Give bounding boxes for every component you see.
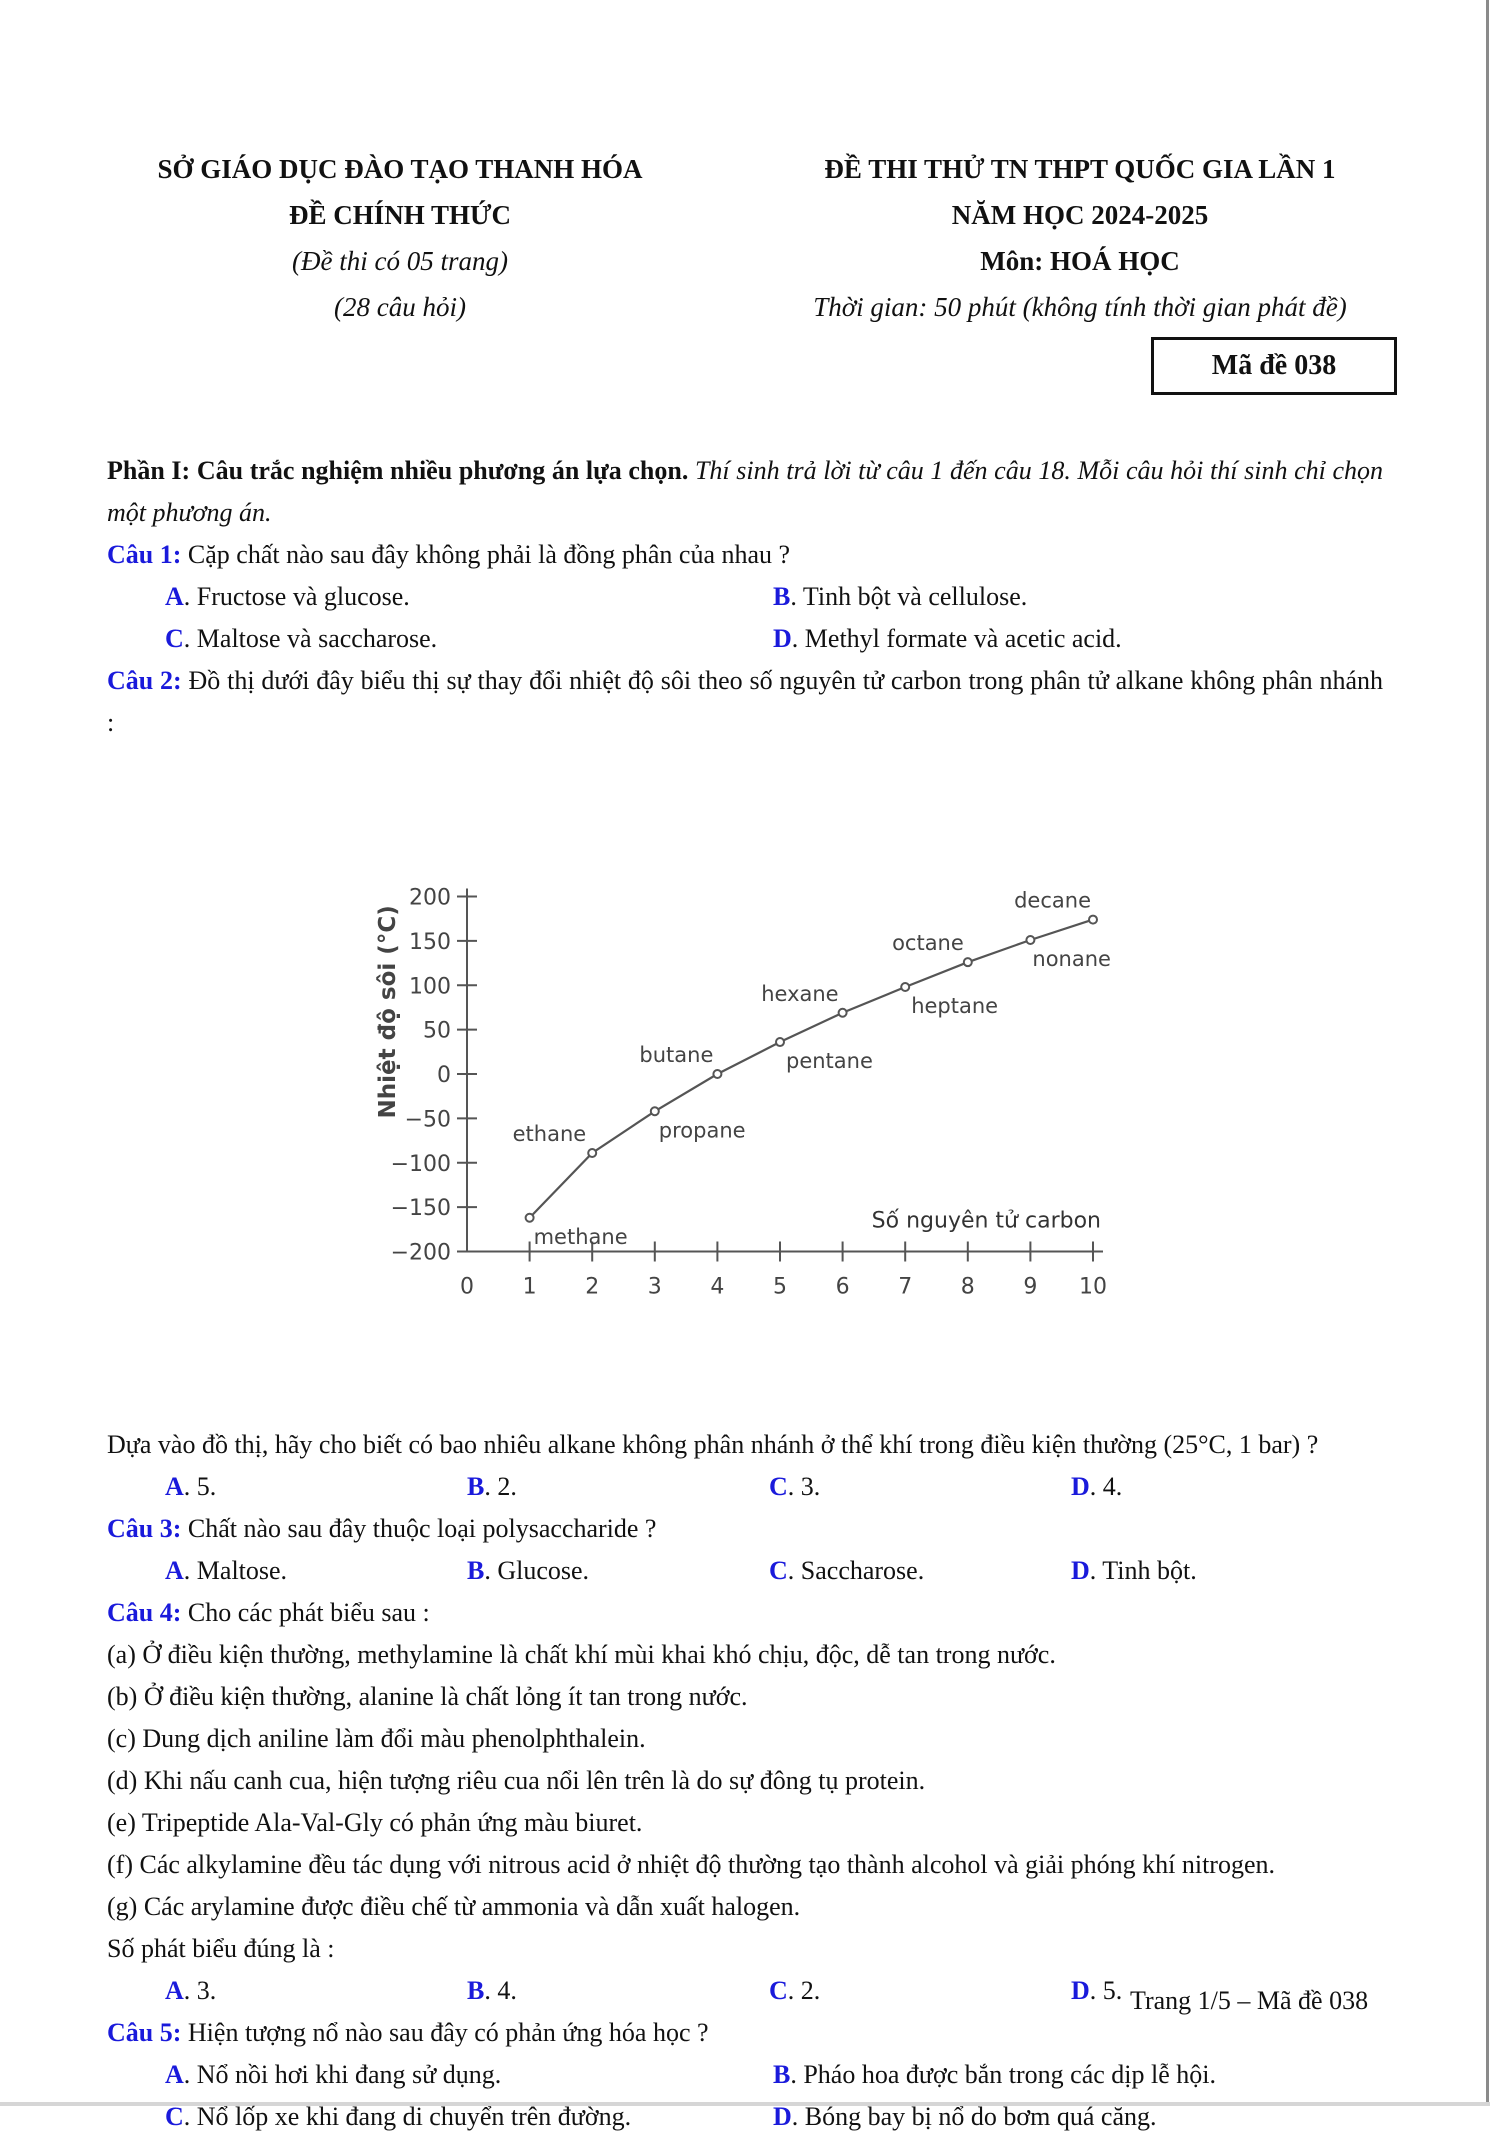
question-text: Hiện tượng nổ nào sau đây có phản ứng hóa học ?: [181, 2018, 709, 2047]
exam-code-box: Mã đề 038: [1151, 337, 1397, 395]
data-point: [651, 1107, 659, 1115]
option-a[interactable]: A. Nổ nồi hơi khi đang sử dụng.: [165, 2060, 502, 2089]
option-d[interactable]: D. Bóng bay bị nổ do bơm quá căng.: [773, 2102, 1157, 2131]
boiling-point-chart: [0, 744, 1383, 1424]
data-point: [588, 1149, 596, 1157]
header-left: [100, 152, 700, 336]
option-c[interactable]: C. 2.: [769, 1976, 821, 2005]
x-tick-label: 2: [585, 1274, 600, 1300]
answer-options: [107, 576, 1383, 660]
question-label: Câu 4:: [107, 1598, 182, 1627]
line-chart: [0, 744, 1490, 1424]
section-intro: [107, 450, 1383, 534]
data-point: [776, 1038, 784, 1046]
answer-options: [107, 1550, 1383, 1592]
y-tick-label: −100: [390, 1151, 451, 1177]
point-label: butane: [639, 1043, 714, 1067]
point-label: pentane: [786, 1049, 873, 1074]
x-tick-label: 5: [773, 1274, 787, 1300]
y-tick-label: −150: [390, 1196, 451, 1222]
exam-title: ĐỀ THI THỬ TN THPT QUỐC GIA LẦN 1: [824, 154, 1336, 184]
department-name: SỞ GIÁO DỤC ĐÀO TẠO THANH HÓA: [157, 154, 643, 184]
answer-options: [107, 2054, 1383, 2138]
statement-b: (b) Ở điều kiện thường, alanine là chất lỏng ít tan trong nước.: [107, 1682, 748, 1711]
option-a[interactable]: A. Maltose.: [165, 1556, 288, 1585]
x-axis-label: Số nguyên tử carbon: [871, 1208, 1101, 1234]
option-d[interactable]: D. 4.: [1071, 1472, 1123, 1501]
point-label: heptane: [911, 994, 999, 1019]
option-b[interactable]: B. Pháo hoa được bắn trong các dịp lễ hội.: [773, 2060, 1217, 2089]
school-year: NĂM HỌC 2024-2025: [951, 200, 1209, 230]
option-a[interactable]: A. 3.: [165, 1976, 217, 2005]
y-tick-label: 100: [409, 974, 451, 1000]
x-tick-label: 0: [460, 1274, 474, 1300]
question-1: [107, 534, 1383, 660]
subject: Môn: HOÁ HỌC: [980, 246, 1180, 276]
section-instructions: Thí sinh trả lời từ câu 1 đến câu 18. Mỗi câu hỏi thí sinh chỉ chọn một phương án.: [107, 456, 1384, 527]
x-tick-label: 6: [835, 1274, 850, 1300]
point-label: decane: [1014, 888, 1091, 913]
section-title: Phần I: Câu trắc nghiệm nhiều phương án lựa chọn.: [107, 456, 689, 485]
question-text: Cặp chất nào sau đây không phải là đồng phân của nhau ?: [181, 540, 791, 569]
question-label: Câu 3:: [107, 1514, 182, 1543]
data-point: [713, 1070, 721, 1078]
statement-c: (c) Dung dịch aniline làm đổi màu phenolphthalein.: [107, 1724, 646, 1753]
question-5: [107, 2012, 1383, 2138]
pages-note: (Đề thi có 05 trang): [292, 246, 508, 276]
question-2: [107, 660, 1383, 1508]
option-a[interactable]: A. 5.: [165, 1472, 217, 1501]
official-label: ĐỀ CHÍNH THỨC: [288, 200, 512, 230]
question-label: Câu 5:: [107, 2018, 182, 2047]
question-text: Đồ thị dưới đây biểu thị sự thay đổi nhiệt độ sôi theo số nguyên tử carbon trong phân tử alkane không phân nhánh :: [107, 666, 1383, 737]
point-label: octane: [892, 931, 964, 956]
y-tick-label: −50: [404, 1107, 451, 1133]
x-tick-label: 3: [647, 1274, 662, 1300]
option-c[interactable]: C. Nổ lốp xe khi đang di chuyển trên đường.: [165, 2102, 632, 2131]
y-tick-label: 200: [409, 885, 451, 911]
x-tick-label: 9: [1023, 1274, 1038, 1300]
option-c[interactable]: C. Maltose và saccharose.: [165, 624, 438, 653]
option-d[interactable]: D. 5.: [1071, 1976, 1123, 2005]
y-axis-label: Nhiệt độ sôi (°C): [375, 905, 401, 1119]
header-right: [740, 152, 1420, 336]
data-point: [839, 1009, 847, 1017]
option-b[interactable]: B. 4.: [467, 1976, 517, 2005]
option-b[interactable]: B. Tinh bột và cellulose.: [773, 582, 1028, 611]
x-tick-label: 4: [710, 1274, 725, 1300]
option-d[interactable]: D. Methyl formate và acetic acid.: [773, 624, 1122, 653]
data-point: [964, 958, 972, 966]
point-label: hexane: [761, 981, 839, 1006]
data-point: [1026, 936, 1034, 944]
question-4: [107, 1592, 1383, 2012]
y-tick-label: 50: [423, 1018, 451, 1044]
question-label: Câu 2:: [107, 666, 182, 695]
x-tick-label: 8: [960, 1274, 975, 1300]
statement-d: (d) Khi nấu canh cua, hiện tượng riêu cua nổi lên trên là do sự đông tụ protein.: [107, 1766, 926, 1795]
point-label: methane: [533, 1224, 628, 1249]
x-tick-label: 1: [522, 1274, 537, 1300]
data-point: [526, 1214, 534, 1222]
time-note: Thời gian: 50 phút (không tính thời gian phát đề): [813, 292, 1347, 322]
option-a[interactable]: A. Fructose và glucose.: [165, 582, 410, 611]
point-label: propane: [658, 1118, 746, 1143]
statement-f: (f) Các alkylamine đều tác dụng với nitrous acid ở nhiệt độ thường tạo thành alcohol và giải phóng khí nitrogen.: [107, 1850, 1276, 1879]
point-label: nonane: [1032, 946, 1111, 971]
statement-a: (a) Ở điều kiện thường, methylamine là chất khí mùi khai khó chịu, độc, dễ tan trong nước.: [107, 1640, 1056, 1669]
data-point: [901, 983, 909, 991]
y-tick-label: 150: [409, 929, 451, 955]
question-label: Câu 1:: [107, 540, 182, 569]
questions-note: (28 câu hỏi): [334, 292, 466, 322]
y-tick-label: −200: [390, 1240, 451, 1266]
x-tick-label: 10: [1079, 1274, 1107, 1300]
question-prompt: Số phát biểu đúng là :: [107, 1934, 335, 1963]
option-b[interactable]: B. 2.: [467, 1472, 517, 1501]
data-point: [1089, 916, 1097, 924]
statement-g: (g) Các arylamine được điều chế từ ammonia và dẫn xuất halogen.: [107, 1892, 801, 1921]
point-label: ethane: [512, 1121, 587, 1146]
option-c[interactable]: C. 3.: [769, 1472, 821, 1501]
question-followup: Dựa vào đồ thị, hãy cho biết có bao nhiêu alkane không phân nhánh ở thể khí trong điều kiện thường (25°C, 1 bar) ?: [107, 1430, 1319, 1459]
option-d[interactable]: D. Tinh bột.: [1071, 1556, 1197, 1585]
question-text: Cho các phát biểu sau :: [181, 1598, 430, 1627]
question-3: [107, 1508, 1383, 1592]
page-footer: Trang 1/5 – Mã đề 038: [1130, 1986, 1369, 2015]
exam-content: [107, 450, 1383, 2138]
answer-options: [107, 1466, 1383, 1508]
option-c[interactable]: C. Saccharose.: [769, 1556, 925, 1585]
option-b[interactable]: B. Glucose.: [467, 1556, 590, 1585]
y-tick-label: 0: [437, 1063, 451, 1088]
statement-e: (e) Tripeptide Ala-Val-Gly có phản ứng màu biuret.: [107, 1808, 643, 1837]
question-text: Chất nào sau đây thuộc loại polysaccharide ?: [181, 1514, 657, 1543]
x-tick-label: 7: [898, 1274, 913, 1300]
